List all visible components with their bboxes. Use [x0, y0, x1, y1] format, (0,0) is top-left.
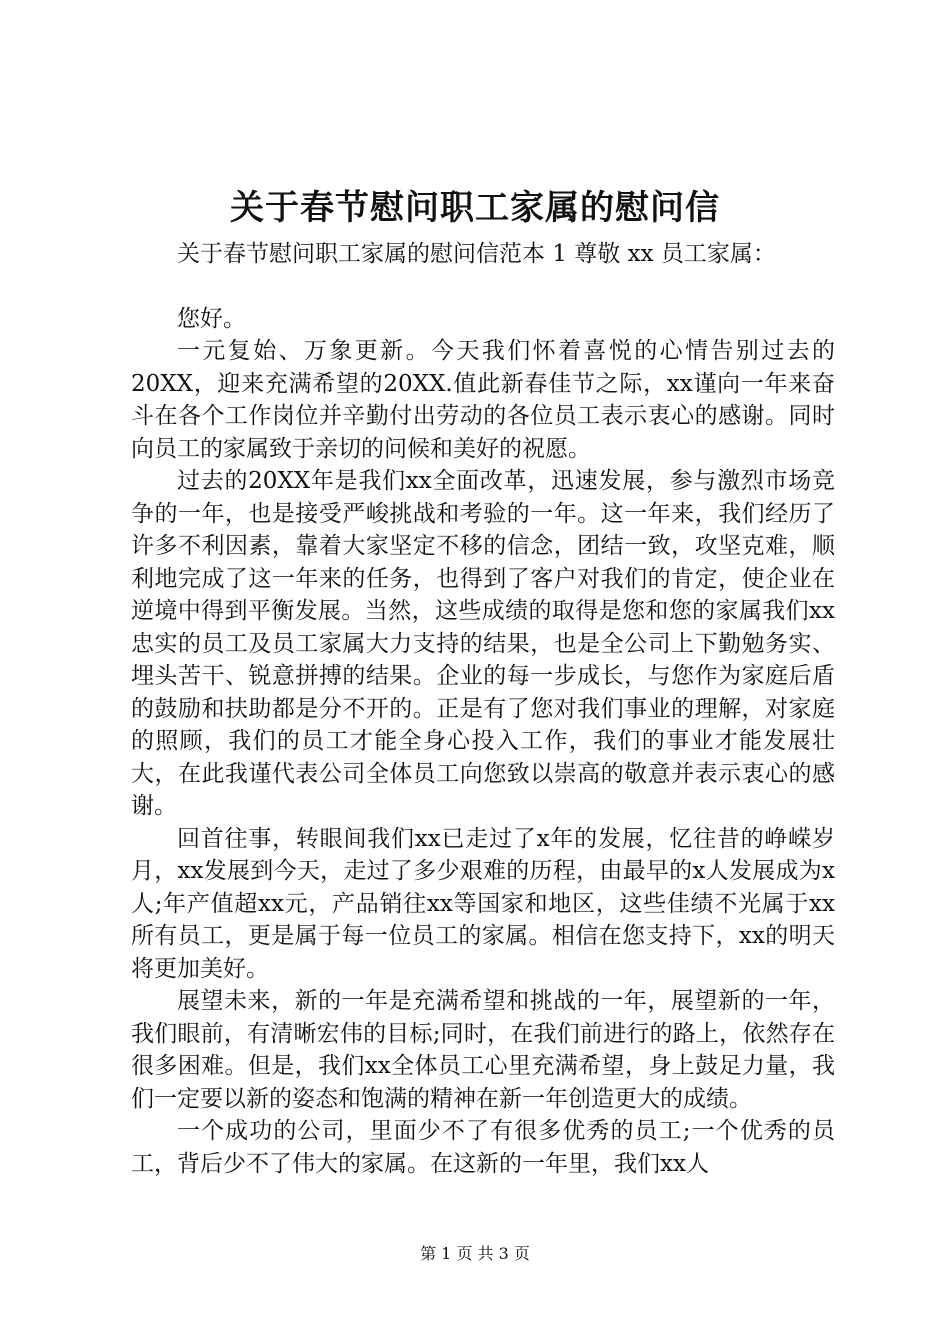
paragraph-greeting: 您好。	[177, 305, 246, 332]
paragraph-history: 回首往事，转眼间我们xx已走过了x年的发展，忆往昔的峥嵘岁月，xx发展到今天，走过了多少艰难的历程，由最早的x人发展成为x人;年产值超xx元，产品销往xx等国家和地区，这些佳绩不光属于xx所有员工，更是属于每一位员工的家属。相信在您支持下，xx的明天将更加美好。	[131, 825, 835, 982]
paragraph-new-year: 一元复始、万象更新。今天我们怀着喜悦的心情告别过去的20XX，迎来充满希望的20XX.值此新春佳节之际，xx谨向一年来奋斗在各个工作岗位并辛勤付出劳动的各位员工表示衷心的感谢。同时向员工的家属致于亲切的问候和美好的祝愿。	[131, 338, 835, 462]
paragraph-intro: 关于春节慰问职工家属的慰问信范本 1 尊敬 xx 员工家属：	[177, 241, 776, 267]
paragraph-family: 一个成功的公司，里面少不了有很多优秀的员工;一个优秀的员工，背后少不了伟大的家属。在这新的一年里，我们xx人	[131, 1118, 835, 1177]
page-number: 第 1 页 共 3 页	[420, 1244, 530, 1263]
paragraph-future: 展望未来，新的一年是充满希望和挑战的一年，展望新的一年，我们眼前，有清晰宏伟的目标;同时，在我们前进行的路上，依然存在很多困难。但是，我们xx全体员工心里充满希望，身上鼓足力量，我们一定要以新的姿态和饱满的精神在新一年创造更大的成绩。	[131, 988, 835, 1112]
document-body	[131, 238, 835, 1180]
paragraph-past-year: 过去的20XX年是我们xx全面改革，迅速发展，参与激烈市场竞争的一年，也是接受严峻挑战和考验的一年。这一年来，我们经历了许多不利因素，靠着大家坚定不移的信念，团结一致，攻坚克难，顺利地完成了这一年来的任务，也得到了客户对我们的肯定，使企业在逆境中得到平衡发展。当然，这些成绩的取得是您和您的家属我们xx忠实的员工及员工家属大力支持的结果，也是全公司上下勤勉务实、埋头苦干、锐意拼搏的结果。企业的每一步成长，与您作为家庭后盾的鼓励和扶助都是分不开的。正是有了您对我们事业的理解，对家庭的照顾，我们的员工才能全身心投入工作，我们的事业才能发展壮大，在此我谨代表公司全体员工向您致以崇高的敬意并表示衷心的感谢。	[131, 468, 835, 819]
document-title: 关于春节慰问职工家属的慰问信	[230, 188, 720, 228]
